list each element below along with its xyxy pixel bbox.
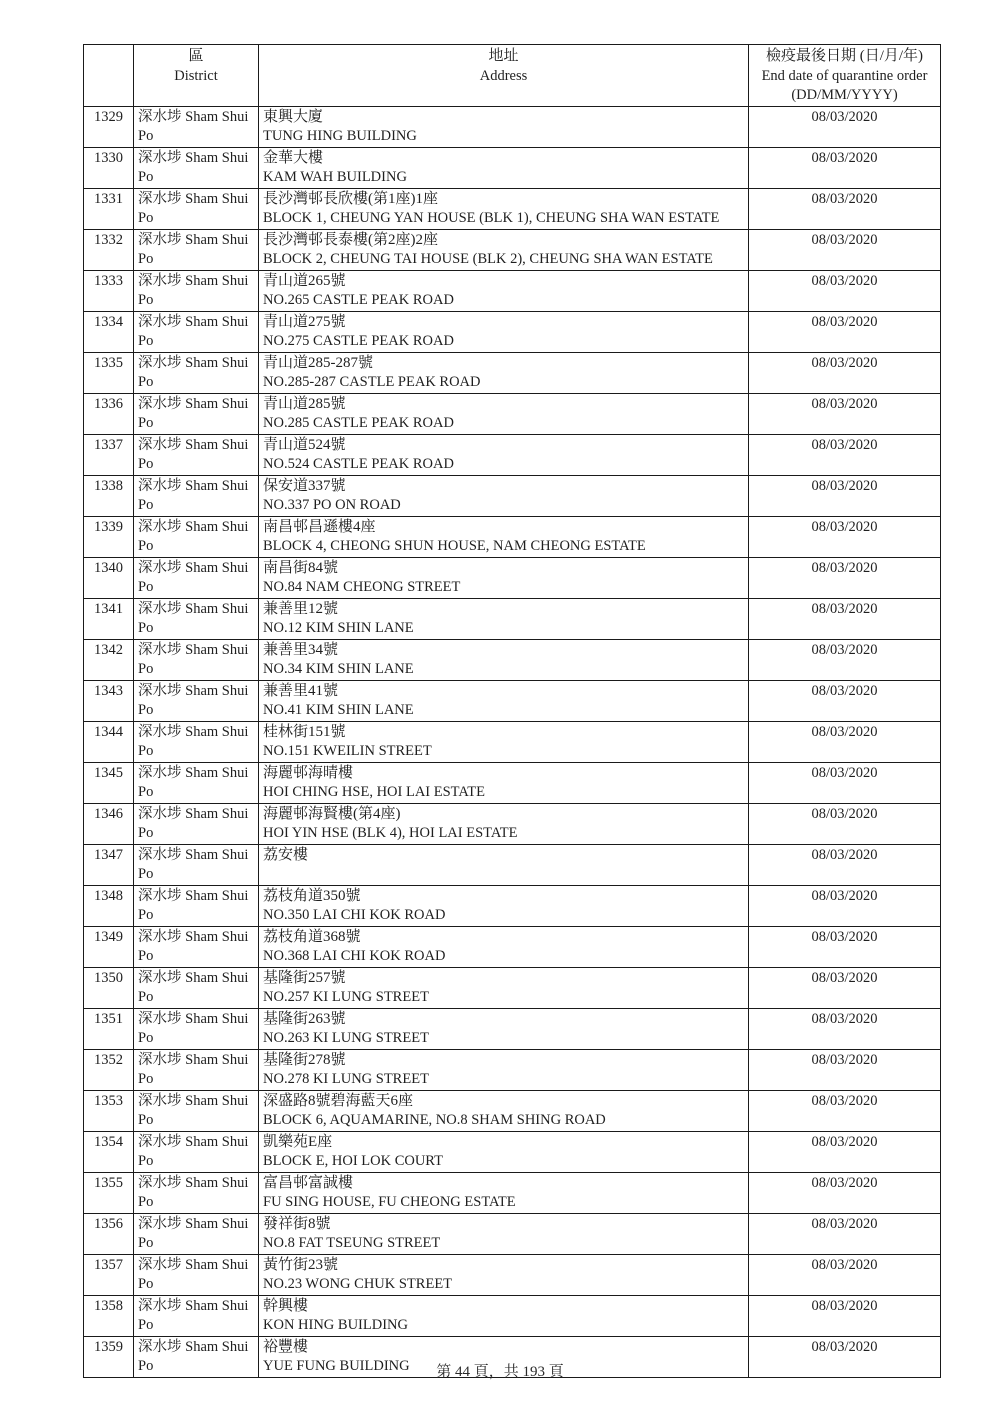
address-cell xyxy=(259,762,749,803)
district-cell: 深水埗 Sham Shui Po xyxy=(134,147,259,188)
address-zh: 凱樂苑E座 xyxy=(263,1133,333,1150)
address-zh: 發祥街8號 xyxy=(263,1215,331,1232)
date-cell: 08/03/2020 xyxy=(749,475,941,516)
header-district-cell xyxy=(134,45,259,107)
address-en: NO.337 PO ON ROAD xyxy=(263,497,401,513)
address-en: NO.23 WONG CHUK STREET xyxy=(263,1276,453,1292)
address-cell xyxy=(259,229,749,270)
district-cell: 深水埗 Sham Shui Po xyxy=(134,311,259,352)
header-district-en: District xyxy=(174,67,218,84)
date-cell: 08/03/2020 xyxy=(749,1090,941,1131)
address-cell xyxy=(259,721,749,762)
address-en: NO.257 KI LUNG STREET xyxy=(263,989,429,1005)
address-en: KAM WAH BUILDING xyxy=(263,169,407,185)
address-cell xyxy=(259,516,749,557)
quarantine-table xyxy=(83,44,941,1378)
address-zh: 青山道275號 xyxy=(263,313,346,330)
row-number: 1355 xyxy=(84,1172,134,1213)
row-number: 1339 xyxy=(84,516,134,557)
address-zh: 富昌邨富誠樓 xyxy=(263,1174,354,1191)
address-en: TUNG HING BUILDING xyxy=(263,128,417,144)
address-zh: 荔安樓 xyxy=(263,846,309,863)
address-cell xyxy=(259,680,749,721)
address-en: NO.350 LAI CHI KOK ROAD xyxy=(263,907,446,923)
date-cell: 08/03/2020 xyxy=(749,926,941,967)
address-cell xyxy=(259,557,749,598)
district-cell: 深水埗 Sham Shui Po xyxy=(134,434,259,475)
date-cell: 08/03/2020 xyxy=(749,1049,941,1090)
date-cell: 08/03/2020 xyxy=(749,885,941,926)
date-cell: 08/03/2020 xyxy=(749,762,941,803)
address-zh: 青山道285-287號 xyxy=(263,354,373,371)
address-zh: 青山道265號 xyxy=(263,272,346,289)
row-number: 1338 xyxy=(84,475,134,516)
address-en: NO.275 CASTLE PEAK ROAD xyxy=(263,333,454,349)
district-cell: 深水埗 Sham Shui Po xyxy=(134,557,259,598)
address-cell xyxy=(259,188,749,229)
row-number: 1356 xyxy=(84,1213,134,1254)
date-cell: 08/03/2020 xyxy=(749,393,941,434)
table-row xyxy=(84,598,941,639)
address-en: BLOCK E, HOI LOK COURT xyxy=(263,1153,443,1169)
header-address-zh: 地址 xyxy=(488,48,519,64)
row-number: 1342 xyxy=(84,639,134,680)
row-number: 1336 xyxy=(84,393,134,434)
address-zh: 保安道337號 xyxy=(263,477,346,494)
address-zh: 長沙灣邨長欣樓(第1座)1座 xyxy=(263,190,438,207)
date-cell: 08/03/2020 xyxy=(749,516,941,557)
address-zh: 裕豐樓 xyxy=(263,1338,309,1355)
row-number: 1359 xyxy=(84,1336,134,1377)
date-cell: 08/03/2020 xyxy=(749,721,941,762)
address-en: BLOCK 4, CHEONG SHUN HOUSE, NAM CHEONG ESTATE xyxy=(263,538,646,554)
address-en: NO.84 NAM CHEONG STREET xyxy=(263,579,461,595)
address-en: NO.41 KIM SHIN LANE xyxy=(263,702,414,718)
table-row xyxy=(84,885,941,926)
address-zh: 海麗邨海賢樓(第4座) xyxy=(263,805,401,822)
address-en: NO.34 KIM SHIN LANE xyxy=(263,661,414,677)
row-number: 1340 xyxy=(84,557,134,598)
address-cell xyxy=(259,803,749,844)
address-en: BLOCK 6, AQUAMARINE, NO.8 SHAM SHING ROAD xyxy=(263,1112,606,1128)
table-header xyxy=(84,45,941,107)
district-cell: 深水埗 Sham Shui Po xyxy=(134,1336,259,1377)
table-row xyxy=(84,188,941,229)
district-cell: 深水埗 Sham Shui Po xyxy=(134,270,259,311)
district-cell: 深水埗 Sham Shui Po xyxy=(134,393,259,434)
table-row xyxy=(84,106,941,147)
date-cell: 08/03/2020 xyxy=(749,1254,941,1295)
date-cell: 08/03/2020 xyxy=(749,680,941,721)
row-number: 1354 xyxy=(84,1131,134,1172)
table-row xyxy=(84,352,941,393)
table-row xyxy=(84,1213,941,1254)
district-cell: 深水埗 Sham Shui Po xyxy=(134,1172,259,1213)
address-cell xyxy=(259,475,749,516)
address-zh: 青山道285號 xyxy=(263,395,346,412)
address-zh: 桂林街151號 xyxy=(263,723,346,740)
date-cell: 08/03/2020 xyxy=(749,106,941,147)
address-en: NO.151 KWEILIN STREET xyxy=(263,743,432,759)
address-en: HOI CHING HSE, HOI LAI ESTATE xyxy=(263,784,485,800)
district-cell: 深水埗 Sham Shui Po xyxy=(134,229,259,270)
district-cell: 深水埗 Sham Shui Po xyxy=(134,1254,259,1295)
address-zh: 青山道524號 xyxy=(263,436,346,453)
address-en: NO.285 CASTLE PEAK ROAD xyxy=(263,415,454,431)
row-number: 1330 xyxy=(84,147,134,188)
address-zh: 兼善里12號 xyxy=(263,600,339,617)
table-row xyxy=(84,516,941,557)
address-en: FU SING HOUSE, FU CHEONG ESTATE xyxy=(263,1194,516,1210)
address-cell xyxy=(259,1131,749,1172)
table-row xyxy=(84,844,941,885)
address-zh: 深盛路8號碧海藍天6座 xyxy=(263,1092,414,1109)
address-cell xyxy=(259,1254,749,1295)
address-cell xyxy=(259,967,749,1008)
address-cell xyxy=(259,311,749,352)
address-cell xyxy=(259,639,749,680)
date-cell: 08/03/2020 xyxy=(749,1131,941,1172)
row-number: 1348 xyxy=(84,885,134,926)
table-row xyxy=(84,557,941,598)
date-cell: 08/03/2020 xyxy=(749,1336,941,1377)
address-zh: 基隆街257號 xyxy=(263,969,346,986)
table-row xyxy=(84,639,941,680)
row-number: 1335 xyxy=(84,352,134,393)
table-body xyxy=(84,106,941,1377)
table-row xyxy=(84,393,941,434)
address-zh: 長沙灣邨長泰樓(第2座)2座 xyxy=(263,231,438,248)
address-cell xyxy=(259,926,749,967)
date-cell: 08/03/2020 xyxy=(749,1008,941,1049)
district-cell: 深水埗 Sham Shui Po xyxy=(134,475,259,516)
address-zh: 兼善里41號 xyxy=(263,682,339,699)
date-cell: 08/03/2020 xyxy=(749,967,941,1008)
district-cell: 深水埗 Sham Shui Po xyxy=(134,926,259,967)
address-cell xyxy=(259,844,749,885)
address-cell xyxy=(259,1213,749,1254)
address-cell xyxy=(259,106,749,147)
date-cell: 08/03/2020 xyxy=(749,557,941,598)
table-row xyxy=(84,721,941,762)
address-en: HOI YIN HSE (BLK 4), HOI LAI ESTATE xyxy=(263,825,518,841)
row-number: 1337 xyxy=(84,434,134,475)
row-number: 1353 xyxy=(84,1090,134,1131)
address-zh: 荔枝角道350號 xyxy=(263,887,361,904)
row-number: 1331 xyxy=(84,188,134,229)
row-number: 1349 xyxy=(84,926,134,967)
row-number: 1341 xyxy=(84,598,134,639)
district-cell: 深水埗 Sham Shui Po xyxy=(134,1295,259,1336)
address-cell xyxy=(259,270,749,311)
row-number: 1357 xyxy=(84,1254,134,1295)
district-cell: 深水埗 Sham Shui Po xyxy=(134,1213,259,1254)
district-cell: 深水埗 Sham Shui Po xyxy=(134,639,259,680)
address-zh: 荔枝角道368號 xyxy=(263,928,361,945)
date-cell: 08/03/2020 xyxy=(749,147,941,188)
address-zh: 兼善里34號 xyxy=(263,641,339,658)
district-cell: 深水埗 Sham Shui Po xyxy=(134,1008,259,1049)
address-cell xyxy=(259,393,749,434)
table-row xyxy=(84,680,941,721)
row-number: 1358 xyxy=(84,1295,134,1336)
address-cell xyxy=(259,1172,749,1213)
address-en: BLOCK 2, CHEUNG TAI HOUSE (BLK 2), CHEUNG SHA WAN ESTATE xyxy=(263,251,713,267)
address-cell xyxy=(259,1090,749,1131)
row-number: 1344 xyxy=(84,721,134,762)
address-en: NO.12 KIM SHIN LANE xyxy=(263,620,414,636)
address-cell xyxy=(259,352,749,393)
address-en: NO.368 LAI CHI KOK ROAD xyxy=(263,948,446,964)
address-en: NO.285-287 CASTLE PEAK ROAD xyxy=(263,374,481,390)
district-cell: 深水埗 Sham Shui Po xyxy=(134,106,259,147)
header-date-format: (DD/MM/YYYY) xyxy=(791,87,898,103)
row-number: 1352 xyxy=(84,1049,134,1090)
district-cell: 深水埗 Sham Shui Po xyxy=(134,967,259,1008)
table-row xyxy=(84,762,941,803)
address-cell xyxy=(259,147,749,188)
page-footer: 第 44 頁，共 193 頁 xyxy=(436,1364,564,1380)
address-zh: 金華大樓 xyxy=(263,149,324,166)
date-cell: 08/03/2020 xyxy=(749,352,941,393)
district-cell: 深水埗 Sham Shui Po xyxy=(134,1049,259,1090)
row-number: 1346 xyxy=(84,803,134,844)
row-number: 1350 xyxy=(84,967,134,1008)
row-number: 1343 xyxy=(84,680,134,721)
date-cell: 08/03/2020 xyxy=(749,311,941,352)
address-en: NO.263 KI LUNG STREET xyxy=(263,1030,429,1046)
table-row xyxy=(84,270,941,311)
row-number: 1329 xyxy=(84,106,134,147)
row-number: 1345 xyxy=(84,762,134,803)
district-cell: 深水埗 Sham Shui Po xyxy=(134,803,259,844)
table-row xyxy=(84,1090,941,1131)
date-cell: 08/03/2020 xyxy=(749,639,941,680)
address-zh: 南昌街84號 xyxy=(263,559,339,576)
header-address-cell xyxy=(259,45,749,107)
date-cell: 08/03/2020 xyxy=(749,598,941,639)
header-date-cell xyxy=(749,45,941,107)
date-cell: 08/03/2020 xyxy=(749,803,941,844)
address-en: NO.524 CASTLE PEAK ROAD xyxy=(263,456,454,472)
table-row xyxy=(84,1295,941,1336)
table-row xyxy=(84,1131,941,1172)
district-cell: 深水埗 Sham Shui Po xyxy=(134,885,259,926)
district-cell: 深水埗 Sham Shui Po xyxy=(134,188,259,229)
address-en: KON HING BUILDING xyxy=(263,1317,408,1333)
header-date-zh: 檢疫最後日期 (日/月/年) xyxy=(765,48,924,64)
address-zh: 基隆街263號 xyxy=(263,1010,346,1027)
table-row xyxy=(84,967,941,1008)
table-row xyxy=(84,1008,941,1049)
header-date-en: End date of quarantine order xyxy=(761,67,928,84)
header-number-cell xyxy=(84,45,134,107)
address-en: NO.278 KI LUNG STREET xyxy=(263,1071,429,1087)
district-cell: 深水埗 Sham Shui Po xyxy=(134,762,259,803)
row-number: 1334 xyxy=(84,311,134,352)
address-zh: 幹興樓 xyxy=(263,1297,309,1314)
date-cell: 08/03/2020 xyxy=(749,229,941,270)
address-cell xyxy=(259,885,749,926)
row-number: 1347 xyxy=(84,844,134,885)
header-row xyxy=(84,45,941,107)
address-en: NO.8 FAT TSEUNG STREET xyxy=(263,1235,441,1251)
address-cell xyxy=(259,1008,749,1049)
date-cell: 08/03/2020 xyxy=(749,1172,941,1213)
table-row xyxy=(84,475,941,516)
date-cell: 08/03/2020 xyxy=(749,844,941,885)
address-en: YUE FUNG BUILDING xyxy=(263,1358,410,1374)
date-cell: 08/03/2020 xyxy=(749,188,941,229)
address-zh: 黃竹街23號 xyxy=(263,1256,339,1273)
header-address-en: Address xyxy=(479,67,528,84)
address-zh: 東興大廈 xyxy=(263,108,324,125)
address-zh: 海麗邨海晴樓 xyxy=(263,764,354,781)
address-cell xyxy=(259,1295,749,1336)
table-row xyxy=(84,1049,941,1090)
district-cell: 深水埗 Sham Shui Po xyxy=(134,721,259,762)
district-cell: 深水埗 Sham Shui Po xyxy=(134,844,259,885)
table-row xyxy=(84,1172,941,1213)
district-cell: 深水埗 Sham Shui Po xyxy=(134,1131,259,1172)
table-row xyxy=(84,434,941,475)
row-number: 1333 xyxy=(84,270,134,311)
table-row xyxy=(84,147,941,188)
date-cell: 08/03/2020 xyxy=(749,1213,941,1254)
address-en: BLOCK 1, CHEUNG YAN HOUSE (BLK 1), CHEUNG SHA WAN ESTATE xyxy=(263,210,720,226)
address-zh: 南昌邨昌遜樓4座 xyxy=(263,518,376,535)
table-row xyxy=(84,311,941,352)
table-row xyxy=(84,1254,941,1295)
address-zh: 基隆街278號 xyxy=(263,1051,346,1068)
district-cell: 深水埗 Sham Shui Po xyxy=(134,1090,259,1131)
address-cell xyxy=(259,598,749,639)
table-row xyxy=(84,926,941,967)
district-cell: 深水埗 Sham Shui Po xyxy=(134,352,259,393)
date-cell: 08/03/2020 xyxy=(749,270,941,311)
header-district-zh: 區 xyxy=(188,48,204,64)
district-cell: 深水埗 Sham Shui Po xyxy=(134,598,259,639)
district-cell: 深水埗 Sham Shui Po xyxy=(134,680,259,721)
address-cell xyxy=(259,1049,749,1090)
table-row xyxy=(84,803,941,844)
address-cell xyxy=(259,434,749,475)
date-cell: 08/03/2020 xyxy=(749,434,941,475)
row-number: 1332 xyxy=(84,229,134,270)
row-number: 1351 xyxy=(84,1008,134,1049)
district-cell: 深水埗 Sham Shui Po xyxy=(134,516,259,557)
table-row xyxy=(84,229,941,270)
date-cell: 08/03/2020 xyxy=(749,1295,941,1336)
address-en: NO.265 CASTLE PEAK ROAD xyxy=(263,292,454,308)
